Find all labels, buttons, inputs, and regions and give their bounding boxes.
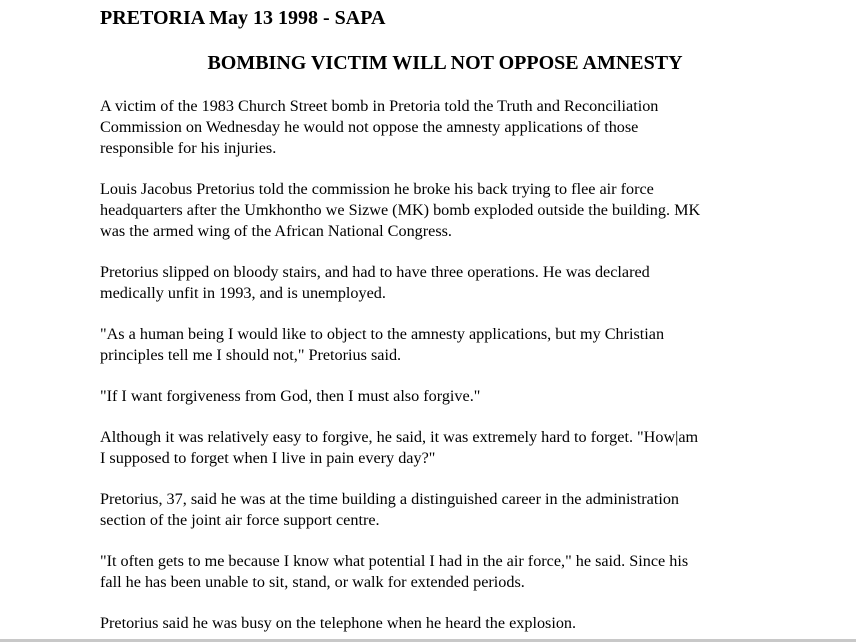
article-paragraph (100, 386, 790, 407)
article-paragraph (100, 613, 790, 634)
article-body (100, 96, 790, 642)
dateline: PRETORIA May 13 1998 - SAPA (100, 7, 386, 29)
paragraph-line: headquarters after the Umkhontho we Sizwe (MK) bomb exploded outside the building. MK (100, 201, 701, 219)
paragraph-line: responsible for his injuries. (100, 139, 277, 157)
article-paragraph (100, 96, 790, 159)
paragraph-line: "As a human being I would like to object to the amnesty applications, but my Christian (100, 325, 665, 343)
paragraph-line: medically unfit in 1993, and is unemployed. (100, 284, 386, 302)
article-paragraph (100, 324, 790, 366)
article-paragraph (100, 179, 790, 242)
paragraph-line: principles tell me I should not," Pretorius said. (100, 346, 402, 364)
paragraph-line: Commission on Wednesday he would not oppose the amnesty applications of those (100, 118, 639, 136)
article-paragraph (100, 427, 790, 469)
article-paragraph (100, 489, 790, 531)
paragraph-line: Although it was relatively easy to forgive, he said, it was extremely hard to forget. "How|am (100, 428, 699, 446)
headline: BOMBING VICTIM WILL NOT OPPOSE AMNESTY (207, 52, 683, 74)
article-paragraph (100, 262, 790, 304)
paragraph-line: "It often gets to me because I know what potential I had in the air force," he said. Since his (100, 552, 689, 570)
paragraph-line: "If I want forgiveness from God, then I must also forgive." (100, 387, 481, 405)
paragraph-line: Louis Jacobus Pretorius told the commission he broke his back trying to flee air force (100, 180, 654, 198)
paragraph-line: I supposed to forget when I live in pain every day?" (100, 449, 436, 467)
paragraph-line: was the armed wing of the African National Congress. (100, 222, 452, 240)
article-paragraph (100, 551, 790, 593)
paragraph-line: Pretorius said he was busy on the telephone when he heard the explosion. (100, 614, 577, 632)
paragraph-line: section of the joint air force support centre. (100, 511, 380, 529)
paragraph-line: Pretorius slipped on bloody stairs, and had to have three operations. He was declared (100, 263, 650, 281)
paragraph-line: A victim of the 1983 Church Street bomb in Pretoria told the Truth and Reconciliation (100, 97, 659, 115)
paragraph-line: Pretorius, 37, said he was at the time building a distinguished career in the administration (100, 490, 680, 508)
paragraph-line: fall he has been unable to sit, stand, or walk for extended periods. (100, 573, 525, 591)
